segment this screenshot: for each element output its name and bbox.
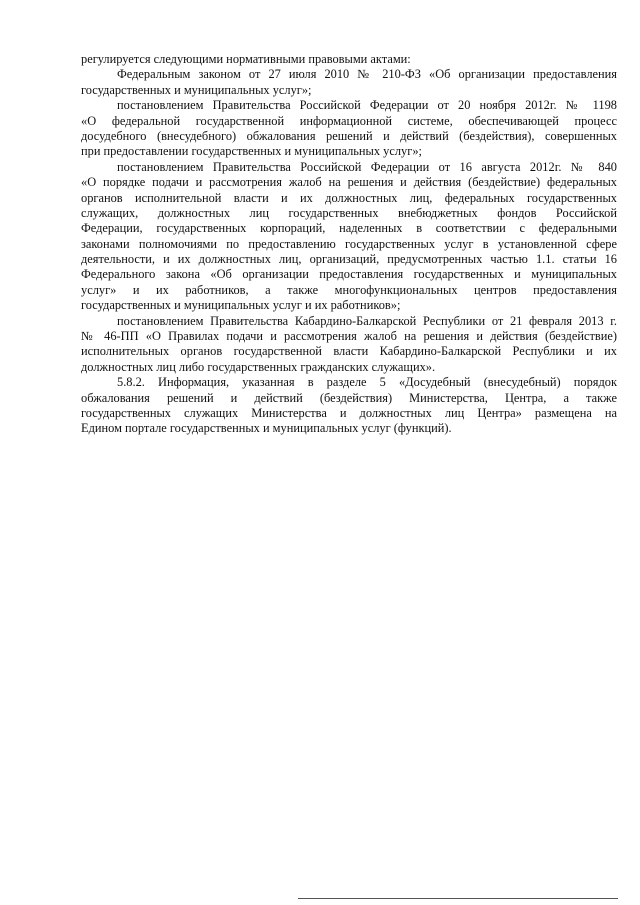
text-line: 5.8.2. Информация, указанная в разделе 5 «Досудебный (внесудебный) порядок [117, 375, 617, 390]
text-line: «О федеральной государственной информационной системе, обеспечивающей процесс [81, 113, 617, 128]
text-line: Едином портале государственных и муниципальных услуг (функций). [81, 421, 452, 436]
text-line: Федерации, государственных корпораций, наделенных в соответствии с федеральными [81, 221, 617, 236]
text-line: постановлением Правительства Российской Федерации от 16 августа 2012г. № 840 [117, 159, 617, 174]
text-line: государственных и муниципальных услуг»; [81, 82, 312, 97]
text-line: государственных служащих Министерства и должностных лиц Центра» размещена на [81, 405, 617, 420]
text-line: № 46-ПП «О Правилах подачи и рассмотрения жалоб на решения и действия (бездействие) [81, 329, 617, 344]
text-line: государственных и муниципальных услуг и их работников»; [81, 298, 401, 313]
text-line: деятельности, и их должностных лиц, организаций, предусмотренных частью 1.1. статьи 16 [81, 252, 617, 267]
text-line: органов исполнительной власти и их должностных лиц, федеральных государственных [81, 190, 617, 205]
text-line: обжалования решений и действий (бездействия) Министерства, Центра, а также [81, 390, 617, 405]
text-line: Федеральным законом от 27 июля 2010 № 210-ФЗ «Об организации предоставления [117, 67, 617, 82]
text-line: служащих, должностных лиц государственных внебюджетных фондов Российской [81, 205, 617, 220]
text-line: исполнительных органов государственной власти Кабардино-Балкарской Республики и их [81, 344, 617, 359]
text-line: «О порядке подачи и рассмотрения жалоб на решения и действия (бездействие) федеральных [81, 175, 617, 190]
text-line: услуг» и их работников, а также многофункциональных центров предоставления [81, 282, 617, 297]
footer-rule [298, 898, 618, 899]
text-line: постановлением Правительства Российской Федерации от 20 ноября 2012г. № 1198 [117, 98, 617, 113]
text-line: регулируется следующими нормативными правовыми актами: [81, 52, 411, 66]
text-line: постановлением Правительства Кабардино-Балкарской Республики от 21 февраля 2013 г. [117, 313, 617, 328]
text-line: законами полномочиями по предоставлению государственных услуг в установленной сфере [81, 236, 617, 251]
text-line: при предоставлении государственных и муниципальных услуг»; [81, 144, 422, 159]
document-body [81, 52, 617, 437]
text-line: должностных лиц либо государственных гражданских служащих». [81, 359, 436, 374]
text-line: Федерального закона «Об организации предоставления государственных и муниципальных [81, 267, 617, 282]
text-line: досудебного (внесудебного) обжалования решений и действий (бездействия), совершенных [81, 128, 617, 143]
